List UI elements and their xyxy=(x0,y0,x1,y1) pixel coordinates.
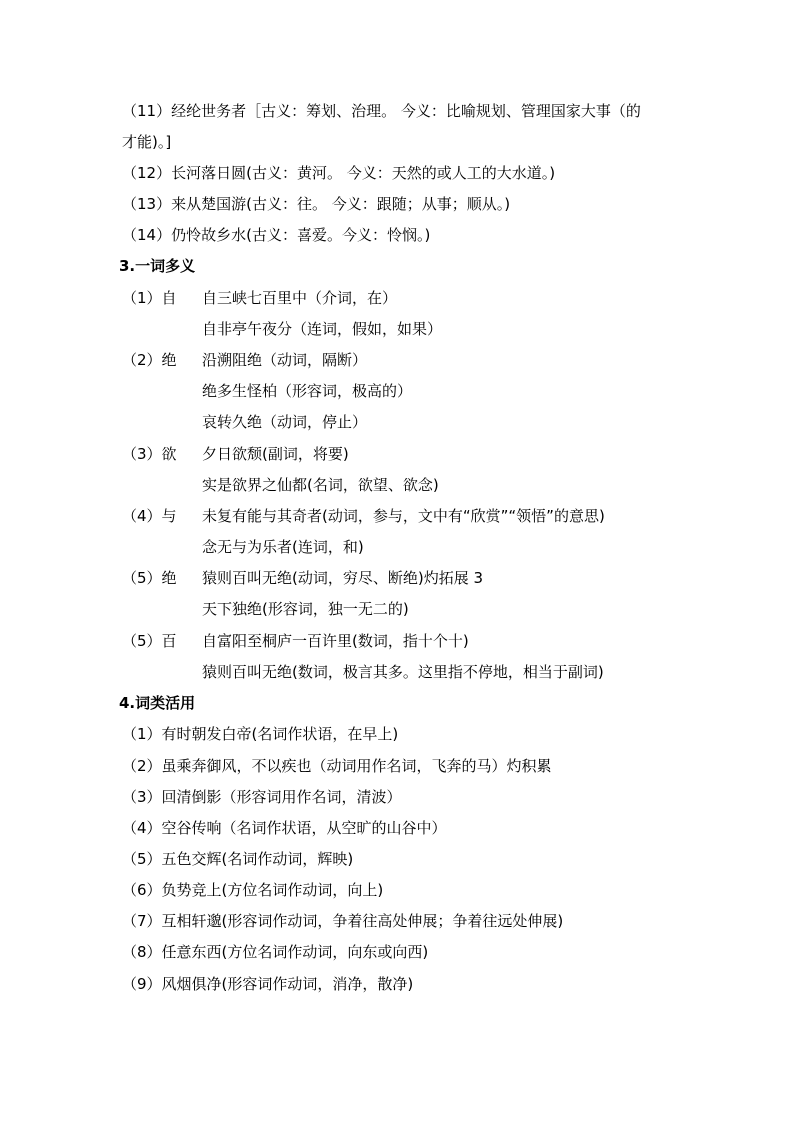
word-class-item xyxy=(122,880,383,900)
word-class-item xyxy=(122,818,447,838)
item-text: 互相轩邈(形容词作动词，争着往高处伸展；争着往远处伸展) xyxy=(161,912,564,930)
item-text: 负势竞上(方位名词作动词，向上) xyxy=(161,881,384,899)
gujin-item-11-continued xyxy=(122,132,171,152)
polysemy-example: 实是欲界之仙都(名词，欲望、欲念) xyxy=(202,476,439,494)
item-number: （1） xyxy=(122,289,162,307)
polysemy-example: 绝多生怪柏（形容词，极高的） xyxy=(202,382,413,400)
gujin-item-14 xyxy=(122,225,430,245)
word-class-item xyxy=(122,849,353,869)
item-text: 经纶世务者［古义：筹划、治理。 今义：比喻规划、管理国家大事（的 xyxy=(171,102,641,120)
polysemy-example: 未复有能与其奇者(动词，参与，文中有“欣赏”“领悟”的意思) xyxy=(202,507,605,525)
polysemy-example: 哀转久绝（动词，停止） xyxy=(202,413,368,431)
section-heading-word-class: 4.词类活用 xyxy=(119,694,196,712)
item-number: （12） xyxy=(122,164,172,182)
polysemy-word: 自 xyxy=(161,289,177,307)
item-text: 才能)。] xyxy=(122,133,172,151)
word-class-item xyxy=(122,974,413,994)
gujin-item-11 xyxy=(122,101,641,121)
word-class-item xyxy=(122,756,552,776)
polysemy-group-2 xyxy=(122,350,177,370)
polysemy-word: 欲 xyxy=(161,445,177,463)
polysemy-word: 绝 xyxy=(161,569,177,587)
polysemy-example: 自三峡七百里中（介词，在） xyxy=(202,289,398,307)
item-text: 来从楚国游(古义：往。 今义：跟随；从事；顺从。) xyxy=(171,195,511,213)
item-number: （5） xyxy=(122,569,162,587)
polysemy-example: 自非亭午夜分（连词，假如，如果） xyxy=(202,320,443,338)
polysemy-example: 自富阳至桐庐一百许里(数词，指十个十) xyxy=(202,632,469,650)
item-text: 任意东西(方位名词作动词，向东或向西) xyxy=(161,943,429,961)
item-number: （14） xyxy=(122,226,172,244)
polysemy-example: 猿则百叫无绝(数词，极言其多。这里指不停地，相当于副词) xyxy=(202,663,604,681)
item-number: （2） xyxy=(122,351,162,369)
polysemy-example: 沿溯阻绝（动词，隔断） xyxy=(202,351,368,369)
polysemy-group-1 xyxy=(122,288,177,308)
item-text: 有时朝发白帝(名词作状语，在早上) xyxy=(161,725,399,743)
item-text: 五色交辉(名词作动词，辉映) xyxy=(161,850,354,868)
item-number: （11） xyxy=(122,102,172,120)
item-number: （3） xyxy=(122,788,162,806)
item-text: 回清倒影（形容词用作名词，清波） xyxy=(161,788,402,806)
item-number: （4） xyxy=(122,507,162,525)
polysemy-example: 念无与为乐者(连词，和) xyxy=(202,538,364,556)
polysemy-word: 百 xyxy=(161,632,177,650)
item-number: （13） xyxy=(122,195,172,213)
polysemy-example: 夕日欲颓(副词，将要) xyxy=(202,445,349,463)
item-text: 空谷传响（名词作状语，从空旷的山谷中） xyxy=(161,819,447,837)
polysemy-group-3 xyxy=(122,444,177,464)
item-number: （4） xyxy=(122,819,162,837)
polysemy-group-6 xyxy=(122,631,177,651)
polysemy-word: 绝 xyxy=(161,351,177,369)
item-number: （2） xyxy=(122,757,162,775)
item-number: （3） xyxy=(122,445,162,463)
word-class-item xyxy=(122,787,402,807)
item-text: 长河落日圆(古义：黄河。 今义：天然的或人工的大水道。) xyxy=(171,164,556,182)
polysemy-word: 与 xyxy=(161,507,177,525)
item-number: （8） xyxy=(122,943,162,961)
item-number: （1） xyxy=(122,725,162,743)
item-number: （5） xyxy=(122,850,162,868)
polysemy-group-5 xyxy=(122,568,177,588)
item-text: 仍怜故乡水(古义：喜爱。今义：怜悯。) xyxy=(171,226,431,244)
section-heading-polysemy: 3.一词多义 xyxy=(119,257,196,275)
item-text: 风烟俱净(形容词作动词，消净，散净) xyxy=(161,975,414,993)
word-class-item xyxy=(122,911,563,931)
gujin-item-12 xyxy=(122,163,555,183)
polysemy-example: 猿则百叫无绝(动词，穷尽、断绝)灼拓展 3 xyxy=(202,569,484,587)
word-class-item xyxy=(122,942,428,962)
polysemy-group-4 xyxy=(122,506,177,526)
item-number: （9） xyxy=(122,975,162,993)
item-number: （5） xyxy=(122,632,162,650)
word-class-item xyxy=(122,724,398,744)
polysemy-example: 天下独绝(形容词，独一无二的) xyxy=(202,600,409,618)
item-number: （7） xyxy=(122,912,162,930)
gujin-item-13 xyxy=(122,194,510,214)
item-number: （6） xyxy=(122,881,162,899)
item-text: 虽乘奔御风，不以疾也（动词用作名词，飞奔的马）灼积累 xyxy=(161,757,552,775)
